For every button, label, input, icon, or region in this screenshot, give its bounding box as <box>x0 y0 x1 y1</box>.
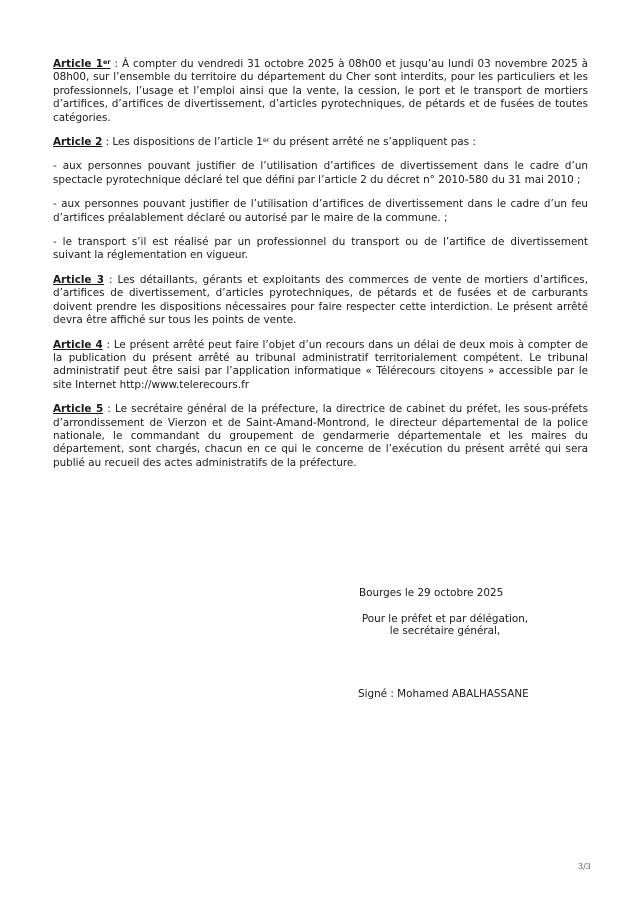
article-1-label: Article 1er <box>53 58 111 70</box>
place-date: Bourges le 29 octobre 2025 <box>359 587 504 599</box>
signatory: Signé : Mohamed ABALHASSANE <box>358 688 529 700</box>
document-body <box>53 58 588 481</box>
article-4-label: Article 4 <box>53 338 103 351</box>
delegation-line-2: le secrétaire général, <box>389 625 501 637</box>
article-5-text: Le secrétaire général de la préfecture, la directrice de cabinet du préfet, les sous-préfets d’arrondissement de Vierzon et de Saint-Amand-Montrond, le directeur départemental de la police nationale, le commandant du groupement de gendarmerie départementale et les maires du département, sont chargés, chacun en ce qui le concerne de l’exécution du présent arrêté qui sera publié au recueil des actes administratifs de la préfecture. <box>53 403 588 469</box>
delegation-block <box>350 613 540 637</box>
article-1-text: À compter du vendredi 31 octobre 2025 à 08h00 et jusqu’au lundi 03 novembre 2025 à 08h00, sur l’ensemble du territoire du département du Cher sont interdits, pour les particuliers et les professionnels, l’usage et l’emploi ainsi que la vente, la cession, le port et le transport de mortiers d’artifices, d’artifices de divertissement, d’articles pyrotechniques, de pétards et de fusées de toutes catégories. <box>53 58 589 124</box>
article-2-item: - aux personnes pouvant justifier de l’utilisation d’artifices de divertissement dans le cadre d’un feu d’artifices préalablement déclaré ou autorisé par le maire de la commune. ; <box>53 198 588 224</box>
article-4-text: Le présent arrêté peut faire l’objet d’un recours dans un délai de deux mois à compter de la publication du présent arrêté au tribunal administratif territorialement compétent. Le tribunal administratif peut être saisi par l’application informatique « Télérecours citoyens » accessible par le site Internet http://www.telerecours.fr <box>53 338 588 391</box>
article-2-label: Article 2 <box>53 136 103 149</box>
article-3: Article 3 : Les détaillants, gérants et exploitants des commerces de vente de mortiers d’artifices, d’artifices de divertissement, d’articles pyrotechniques, de pétards et de fusées et de carburants doivent prendre les dispositions nécessaires pour faire respecter cette interdiction. Le présent arrêté devra être affiché sur tous les points de vente. <box>53 273 589 327</box>
article-3-text: Les détaillants, gérants et exploitants des commerces de vente de mortiers d’artifices, d’artifices de divertissement, d’articles pyrotechniques, de pétards et de fusées et de carburants doivent prendre les dispositions nécessaires pour faire respecter cette interdiction. Le présent arrêté devra être affiché sur tous les points de vente. <box>53 273 589 327</box>
article-2: Article 2 : Les dispositions de l’article 1er du présent arrêté ne s’appliquent pas : <box>53 136 476 149</box>
page-number: 3/3 <box>578 862 591 871</box>
article-2-intro: Les dispositions de l’article 1er du présent arrêté ne s’appliquent pas : <box>112 136 476 149</box>
article-4: Article 4 : Le présent arrêté peut faire l’objet d’un recours dans un délai de deux mois à compter de la publication du présent arrêté au tribunal administratif territorialement compétent. Le tribunal administratif peut être saisi par l’application informatique « Télérecours citoyens » accessible par le site Internet http://www.telerecours.fr <box>53 338 588 391</box>
article-5-label: Article 5 <box>53 403 104 416</box>
article-5: Article 5 : Le secrétaire général de la préfecture, la directrice de cabinet du préfet, les sous-préfets d’arrondissement de Vierzon et de Saint-Amand-Montrond, le directeur départemental de la police nationale, le commandant du groupement de gendarmerie départementale et les maires du département, sont chargés, chacun en ce qui le concerne de l’exécution du présent arrêté qui sera publié au recueil des actes administratifs de la préfecture. <box>53 403 588 469</box>
article-3-label: Article 3 <box>53 273 104 286</box>
article-2-item: - le transport s’il est réalisé par un professionnel du transport ou de l’artifice de divertissement suivant la réglementation en vigueur. <box>53 236 588 262</box>
article-2-item: - aux personnes pouvant justifier de l’utilisation d’artifices de divertissement dans le cadre d’un spectacle pyrotechnique déclaré tel que défini par l’article 2 du décret n° 2010-580 du 31 mai 2010 ; <box>53 160 588 186</box>
delegation-line-1: Pour le préfet et par délégation, <box>361 613 529 625</box>
article-1: Article 1er : À compter du vendredi 31 octobre 2025 à 08h00 et jusqu’au lundi 03 novembre 2025 à 08h00, sur l’ensemble du territoire du département du Cher sont interdits, pour les particuliers et les professionnels, l’usage et l’emploi ainsi que la vente, la cession, le port et le transport de mortiers d’artifices, d’artifices de divertissement, d’articles pyrotechniques, de pétards et de fusées de toutes catégories. <box>53 58 589 124</box>
